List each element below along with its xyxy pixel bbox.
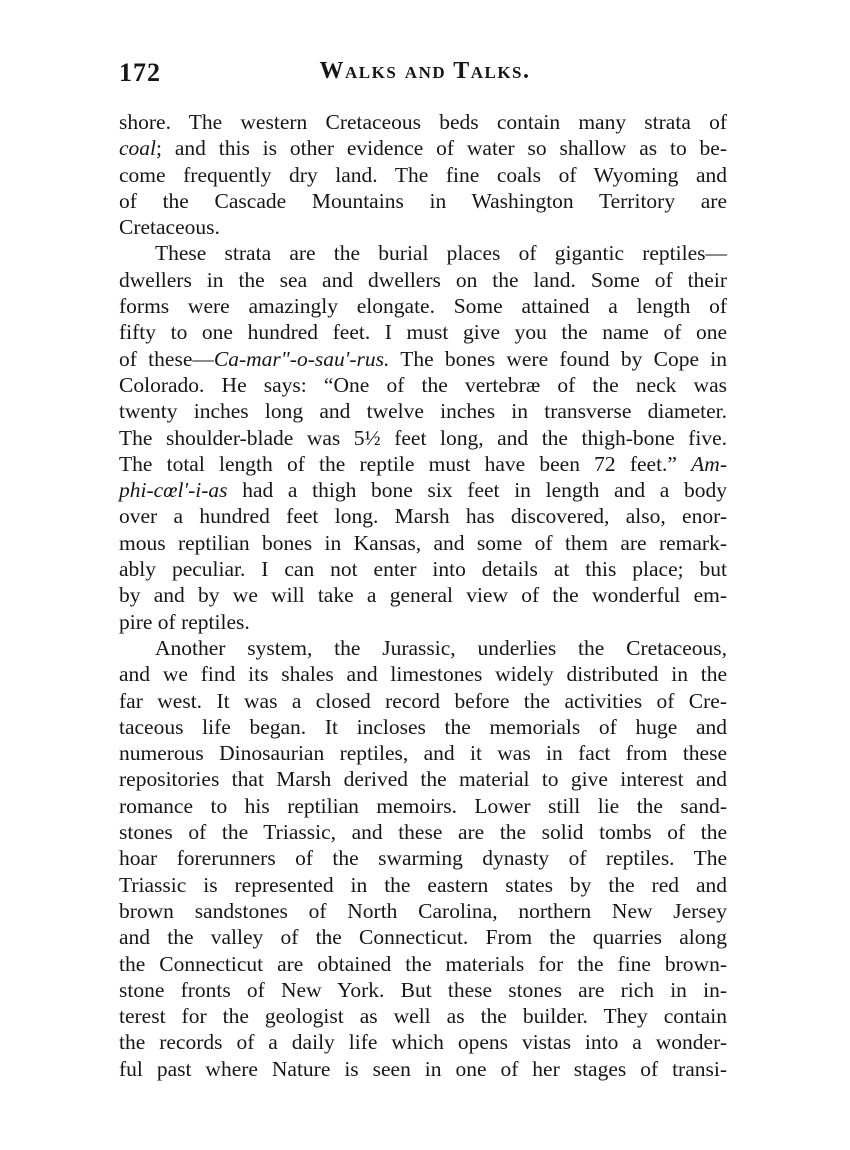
text-line: repositories that Marsh derived the material to give interest and <box>119 767 727 792</box>
text-line: fifty to one hundred feet. I must give you the name of one <box>119 320 727 345</box>
text-line <box>119 451 727 477</box>
text-line: and the valley of the Connecticut. From the quarries along <box>119 925 727 950</box>
italic-text-span: coal <box>119 136 157 161</box>
text-line <box>119 135 727 161</box>
text-line: of the Cascade Mountains in Washington Territory are <box>119 188 727 213</box>
text-span: ; and this is other evidence of water so shallow as to be- <box>156 136 727 161</box>
text-line: come frequently dry land. The fine coals of Wyoming and <box>119 162 727 187</box>
text-line: and we find its shales and limestones widely distributed in the <box>119 662 727 687</box>
text-line: Cretaceous. <box>119 215 220 240</box>
text-line: brown sandstones of North Carolina, northern New Jersey <box>119 898 727 923</box>
text-line: taceous life began. It incloses the memorials of huge and <box>119 714 727 739</box>
text-line <box>119 477 727 503</box>
text-line: numerous Dinosaurian reptiles, and it was in fact from these <box>119 741 727 766</box>
text-line: hoar forerunners of the swarming dynasty of reptiles. The <box>119 846 727 871</box>
text-line: romance to his reptilian memoirs. Lower still lie the sand- <box>119 793 727 818</box>
text-line: dwellers in the sea and dwellers on the land. Some of their <box>119 267 727 292</box>
text-line: stones of the Triassic, and these are the solid tombs of the <box>119 820 727 845</box>
text-line: These strata are the burial places of gigantic reptiles— <box>155 241 727 266</box>
text-line: ably peculiar. I can not enter into details at this place; but <box>119 557 727 582</box>
italic-text-span: Am- <box>691 451 727 476</box>
text-line: far west. It was a closed record before the activities of Cre- <box>119 688 727 713</box>
text-line: Another system, the Jurassic, underlies the Cretaceous, <box>155 635 727 660</box>
text-line: the records of a daily life which opens vistas into a wonder- <box>119 1030 727 1055</box>
page-header <box>119 58 731 90</box>
text-line: pire of reptiles. <box>119 609 250 634</box>
text-line: terest for the geologist as well as the builder. They contain <box>119 1004 727 1029</box>
italic-text-span: phi-cœl'-i-as <box>119 478 228 503</box>
text-line: shore. The western Cretaceous beds contain many strata of <box>119 110 727 134</box>
text-span: The total length of the reptile must have been 72 feet.” <box>119 451 692 476</box>
body-text <box>119 109 727 1082</box>
text-line: mous reptilian bones in Kansas, and some of them are remark- <box>119 530 727 555</box>
text-line: ful past where Nature is seen in one of her stages of transi- <box>119 1056 727 1081</box>
text-line: stone fronts of New York. But these stones are rich in in- <box>119 977 727 1002</box>
text-span: of these— <box>119 346 214 371</box>
italic-text-span: Ca-mar"-o-sau'-rus. <box>213 346 390 371</box>
text-line: over a hundred feet long. Marsh has discovered, also, enor- <box>119 504 727 529</box>
text-line: Colorado. He says: “One of the vertebræ of the neck was <box>119 372 727 397</box>
text-line: twenty inches long and twelve inches in transverse diameter. <box>119 399 727 424</box>
text-span: had a thigh bone six feet in length and a body <box>227 478 727 503</box>
text-line: the Connecticut are obtained the materials for the fine brown- <box>119 951 727 976</box>
running-head: Walks and Talks. <box>319 58 531 84</box>
text-line <box>119 346 727 372</box>
page-number: 172 <box>119 58 161 87</box>
text-line: Triassic is represented in the eastern states by the red and <box>119 872 727 897</box>
text-line: The shoulder-blade was 5½ feet long, and the thigh-bone five. <box>119 425 727 450</box>
text-line: forms were amazingly elongate. Some attained a length of <box>119 294 727 319</box>
text-span: The bones were found by Cope in <box>389 346 727 371</box>
text-line: by and by we will take a general view of the wonderful em- <box>119 583 727 608</box>
